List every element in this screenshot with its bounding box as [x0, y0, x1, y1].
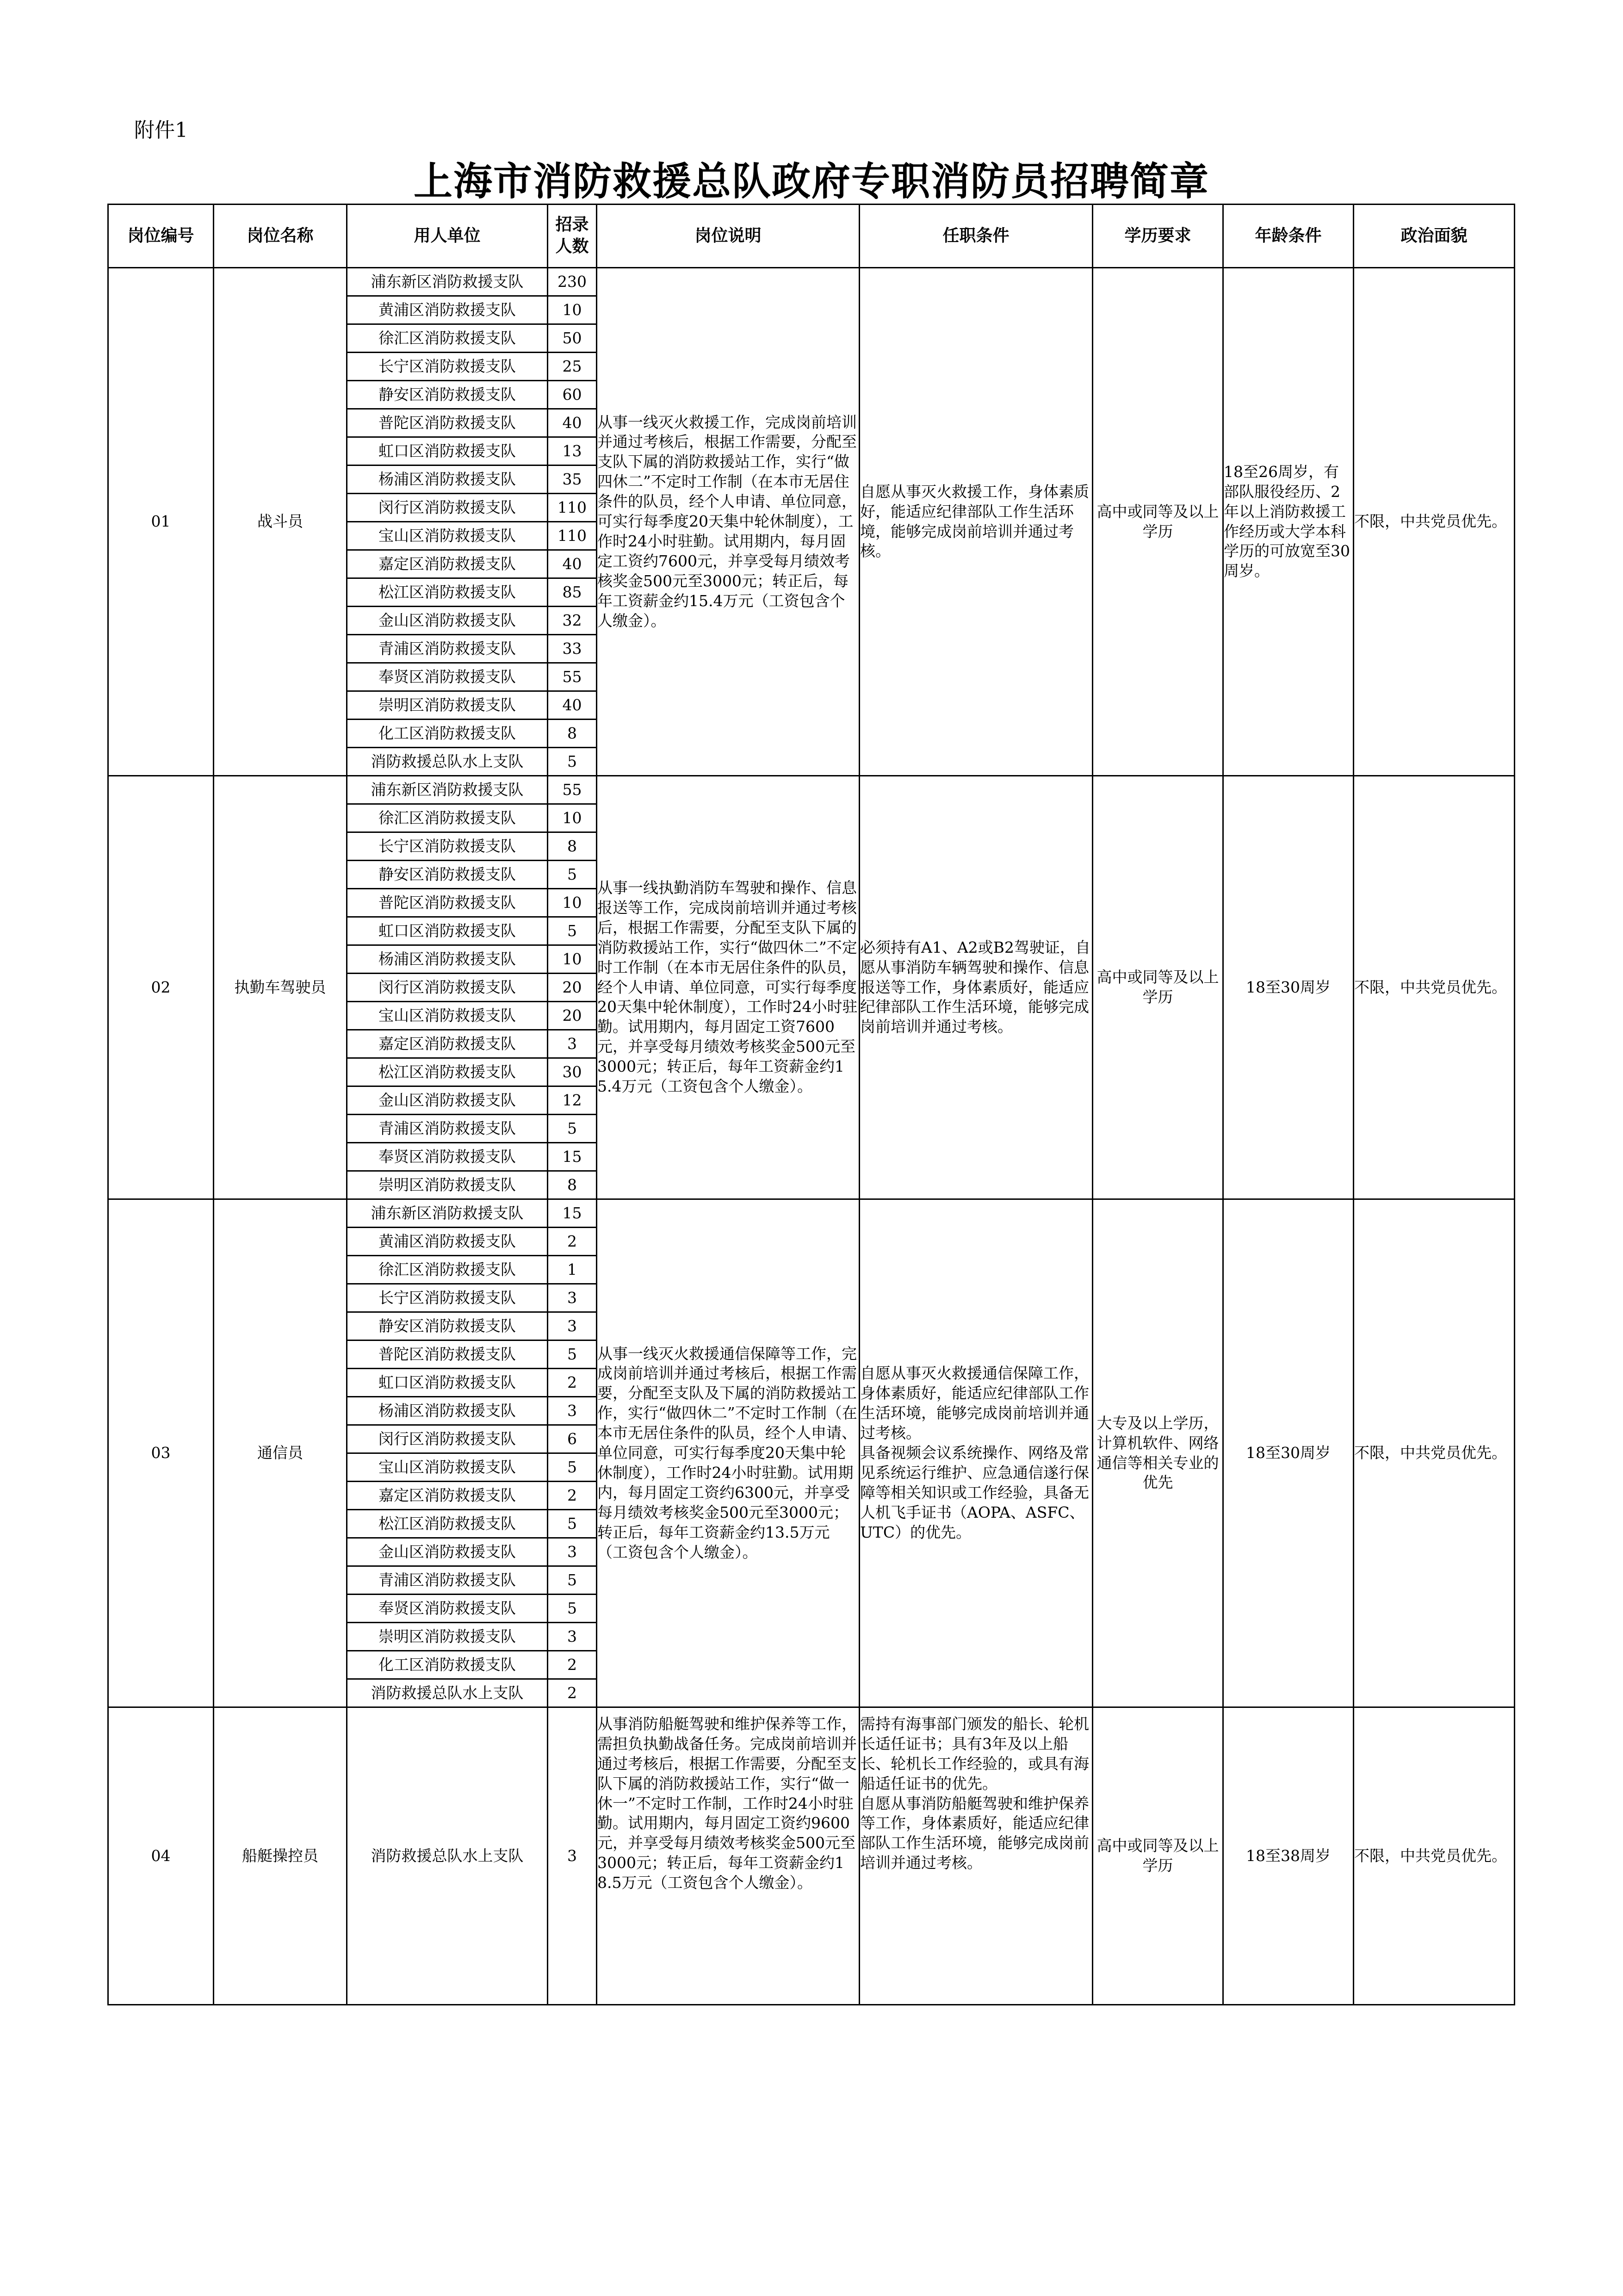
recruit-count: 230	[548, 268, 597, 296]
table-body	[108, 268, 1515, 2005]
education-requirement: 高中或同等及以上学历	[1093, 776, 1223, 1199]
education-requirement: 高中或同等及以上学历	[1093, 268, 1223, 776]
recruit-count: 8	[548, 720, 597, 748]
position-code: 04	[108, 1707, 214, 2005]
recruit-count: 6	[548, 1425, 597, 1453]
recruit-count: 85	[548, 578, 597, 607]
political-status: 不限，中共党员优先。	[1354, 1199, 1515, 1707]
recruit-count: 55	[548, 663, 597, 691]
education-requirement: 高中或同等及以上学历	[1093, 1707, 1223, 2005]
employer-unit: 金山区消防救援支队	[347, 607, 548, 635]
age-requirement: 18至38周岁	[1223, 1707, 1354, 2005]
employer-unit: 消防救援总队水上支队	[347, 1679, 548, 1707]
recruit-count: 5	[548, 1510, 597, 1538]
employer-unit: 消防救援总队水上支队	[347, 1707, 548, 2005]
employer-unit: 奉贤区消防救援支队	[347, 1595, 548, 1623]
recruit-count: 5	[548, 1115, 597, 1143]
position-description: 从事一线灭火救援通信保障等工作，完成岗前培训并通过考核后，根据工作需要，分配至支队及下属的消防救援站工作，实行“做四休二”不定时工作制（在本市无居住条件的队员，经个人申请、单位同意，可实行每季度20天集中轮休制度），工作时24小时驻勤。试用期内，每月固定工资约6300元，并享受每月绩效考核奖金500元至3000元；转正后，每年工资薪金约13.5万元（工资包含个人缴金）。	[597, 1199, 860, 1707]
table-row	[108, 776, 1515, 804]
employer-unit: 青浦区消防救援支队	[347, 1115, 548, 1143]
recruit-count: 10	[548, 804, 597, 832]
employer-unit: 静安区消防救援支队	[347, 861, 548, 889]
employer-unit: 黄浦区消防救援支队	[347, 296, 548, 324]
recruit-count: 3	[548, 1284, 597, 1312]
employer-unit: 青浦区消防救援支队	[347, 1566, 548, 1595]
position-requirements: 自愿从事灭火救援通信保障工作，身体素质好，能适应纪律部队工作生活环境，能够完成岗前培训并通过考核。 具备视频会议系统操作、网络及常见系统运行维护、应急通信遂行保障等相关知识或工作经验，具备无人机飞手证书（AOPA、ASFC、UTC）的优先。	[860, 1199, 1093, 1707]
employer-unit: 浦东新区消防救援支队	[347, 268, 548, 296]
position-code: 02	[108, 776, 214, 1199]
header-count-line1: 招录	[555, 215, 589, 235]
age-requirement: 18至26周岁，有部队服役经历、2年以上消防救援工作经历或大学本科学历的可放宽至30周岁。	[1223, 268, 1354, 776]
recruit-count: 10	[548, 296, 597, 324]
recruit-count: 3	[548, 1707, 597, 2005]
recruit-count: 55	[548, 776, 597, 804]
recruit-count: 35	[548, 465, 597, 494]
political-status: 不限，中共党员优先。	[1354, 268, 1515, 776]
employer-unit: 普陀区消防救援支队	[347, 1340, 548, 1369]
employer-unit: 长宁区消防救援支队	[347, 353, 548, 381]
recruit-count: 2	[548, 1651, 597, 1679]
employer-unit: 松江区消防救援支队	[347, 1058, 548, 1086]
employer-unit: 消防救援总队水上支队	[347, 748, 548, 776]
recruit-count: 3	[548, 1397, 597, 1425]
recruit-count: 15	[548, 1199, 597, 1228]
table-row	[108, 268, 1515, 296]
header-count	[548, 205, 597, 268]
employer-unit: 静安区消防救援支队	[347, 381, 548, 409]
employer-unit: 闵行区消防救援支队	[347, 1425, 548, 1453]
political-status: 不限，中共党员优先。	[1354, 776, 1515, 1199]
employer-unit: 崇明区消防救援支队	[347, 1623, 548, 1651]
position-description: 从事消防船艇驾驶和维护保养等工作，需担负执勤战备任务。完成岗前培训并通过考核后，根据工作需要，分配至支队下属的消防救援站工作，实行“做一休一”不定时工作制，工作时24小时驻勤。试用期内，每月固定工资约9600元，并享受每月绩效考核奖金500元至3000元；转正后，每年工资薪金约18.5万元（工资包含个人缴金）。	[597, 1707, 860, 2005]
recruit-count: 5	[548, 917, 597, 945]
recruit-count: 2	[548, 1228, 597, 1256]
position-code: 03	[108, 1199, 214, 1707]
recruit-count: 12	[548, 1086, 597, 1115]
employer-unit: 长宁区消防救援支队	[347, 1284, 548, 1312]
recruit-count: 2	[548, 1482, 597, 1510]
recruit-count: 60	[548, 381, 597, 409]
recruit-count: 5	[548, 1340, 597, 1369]
employer-unit: 虹口区消防救援支队	[347, 917, 548, 945]
position-requirements: 必须持有A1、A2或B2驾驶证，自愿从事消防车辆驾驶和操作、信息报送等工作，身体素质好，能适应纪律部队工作生活环境，能够完成岗前培训并通过考核。	[860, 776, 1093, 1199]
recruit-count: 30	[548, 1058, 597, 1086]
table-row	[108, 1199, 1515, 1228]
header-age: 年龄条件	[1223, 205, 1354, 268]
employer-unit: 杨浦区消防救援支队	[347, 465, 548, 494]
recruit-count: 5	[548, 1566, 597, 1595]
recruit-count: 20	[548, 1002, 597, 1030]
recruit-count: 110	[548, 522, 597, 550]
employer-unit: 宝山区消防救援支队	[347, 522, 548, 550]
employer-unit: 浦东新区消防救援支队	[347, 1199, 548, 1228]
recruit-count: 5	[548, 1453, 597, 1482]
position-name: 战斗员	[214, 268, 347, 776]
recruit-count: 5	[548, 748, 597, 776]
header-requirements: 任职条件	[860, 205, 1093, 268]
recruit-count: 25	[548, 353, 597, 381]
position-name: 通信员	[214, 1199, 347, 1707]
employer-unit: 崇明区消防救援支队	[347, 1171, 548, 1199]
recruit-count: 110	[548, 494, 597, 522]
header-unit: 用人单位	[347, 205, 548, 268]
header-count-line2: 人数	[555, 237, 589, 256]
header-name: 岗位名称	[214, 205, 347, 268]
recruitment-table	[107, 204, 1515, 2005]
employer-unit: 徐汇区消防救援支队	[347, 1256, 548, 1284]
employer-unit: 长宁区消防救援支队	[347, 832, 548, 861]
age-requirement: 18至30周岁	[1223, 776, 1354, 1199]
employer-unit: 奉贤区消防救援支队	[347, 1143, 548, 1171]
attachment-label: 附件1	[134, 118, 188, 142]
employer-unit: 杨浦区消防救援支队	[347, 945, 548, 974]
page-title: 上海市消防救援总队政府专职消防员招聘简章	[413, 159, 1209, 204]
employer-unit: 奉贤区消防救援支队	[347, 663, 548, 691]
header-code: 岗位编号	[108, 205, 214, 268]
employer-unit: 金山区消防救援支队	[347, 1086, 548, 1115]
recruit-count: 8	[548, 1171, 597, 1199]
employer-unit: 黄浦区消防救援支队	[347, 1228, 548, 1256]
employer-unit: 闵行区消防救援支队	[347, 974, 548, 1002]
header-description: 岗位说明	[597, 205, 860, 268]
employer-unit: 普陀区消防救援支队	[347, 409, 548, 437]
recruit-count: 20	[548, 974, 597, 1002]
recruit-count: 2	[548, 1369, 597, 1397]
employer-unit: 闵行区消防救援支队	[347, 494, 548, 522]
political-status: 不限，中共党员优先。	[1354, 1707, 1515, 2005]
employer-unit: 杨浦区消防救援支队	[347, 1397, 548, 1425]
recruit-count: 13	[548, 437, 597, 465]
employer-unit: 普陀区消防救援支队	[347, 889, 548, 917]
employer-unit: 嘉定区消防救援支队	[347, 550, 548, 578]
recruit-count: 50	[548, 324, 597, 353]
employer-unit: 化工区消防救援支队	[347, 720, 548, 748]
table-header-row	[108, 205, 1515, 268]
employer-unit: 虹口区消防救援支队	[347, 1369, 548, 1397]
recruit-count: 10	[548, 945, 597, 974]
position-requirements: 自愿从事灭火救援工作，身体素质好，能适应纪律部队工作生活环境，能够完成岗前培训并通过考核。	[860, 268, 1093, 776]
employer-unit: 浦东新区消防救援支队	[347, 776, 548, 804]
employer-unit: 徐汇区消防救援支队	[347, 324, 548, 353]
position-name: 船艇操控员	[214, 1707, 347, 2005]
employer-unit: 徐汇区消防救援支队	[347, 804, 548, 832]
employer-unit: 松江区消防救援支队	[347, 578, 548, 607]
age-requirement: 18至30周岁	[1223, 1199, 1354, 1707]
employer-unit: 松江区消防救援支队	[347, 1510, 548, 1538]
recruit-count: 3	[548, 1030, 597, 1058]
recruit-count: 40	[548, 550, 597, 578]
recruit-count: 1	[548, 1256, 597, 1284]
employer-unit: 宝山区消防救援支队	[347, 1002, 548, 1030]
employer-unit: 金山区消防救援支队	[347, 1538, 548, 1566]
employer-unit: 青浦区消防救援支队	[347, 635, 548, 663]
position-description: 从事一线执勤消防车驾驶和操作、信息报送等工作，完成岗前培训并通过考核后，根据工作需要，分配至支队下属的消防救援站工作，实行“做四休二”不定时工作制（在本市无居住条件的队员，经个人申请、单位同意，可实行每季度20天集中轮休制度），工作时24小时驻勤。试用期内，每月固定工资7600元，并享受每月绩效考核奖金500元至3000元；转正后，每年工资薪金约15.4万元（工资包含个人缴金）。	[597, 776, 860, 1199]
employer-unit: 嘉定区消防救援支队	[347, 1030, 548, 1058]
employer-unit: 化工区消防救援支队	[347, 1651, 548, 1679]
recruit-count: 3	[548, 1312, 597, 1340]
recruit-count: 40	[548, 691, 597, 720]
recruit-count: 33	[548, 635, 597, 663]
employer-unit: 宝山区消防救援支队	[347, 1453, 548, 1482]
header-education: 学历要求	[1093, 205, 1223, 268]
recruit-count: 5	[548, 1595, 597, 1623]
employer-unit: 嘉定区消防救援支队	[347, 1482, 548, 1510]
recruit-count: 40	[548, 409, 597, 437]
position-code: 01	[108, 268, 214, 776]
position-name: 执勤车驾驶员	[214, 776, 347, 1199]
employer-unit: 崇明区消防救援支队	[347, 691, 548, 720]
recruit-count: 3	[548, 1538, 597, 1566]
employer-unit: 静安区消防救援支队	[347, 1312, 548, 1340]
education-requirement: 大专及以上学历，计算机软件、网络通信等相关专业的优先	[1093, 1199, 1223, 1707]
position-description: 从事一线灭火救援工作，完成岗前培训并通过考核后，根据工作需要，分配至支队下属的消防救援站工作，实行“做四休二”不定时工作制（在本市无居住条件的队员，经个人申请、单位同意，可实行每季度20天集中轮休制度），工作时24小时驻勤。试用期内，每月固定工资约7600元，并享受每月绩效考核奖金500元至3000元；转正后，每年工资薪金约15.4万元（工资包含个人缴金）。	[597, 268, 860, 776]
recruit-count: 10	[548, 889, 597, 917]
recruit-count: 32	[548, 607, 597, 635]
table-row	[108, 1707, 1515, 2005]
employer-unit: 虹口区消防救援支队	[347, 437, 548, 465]
recruit-count: 5	[548, 861, 597, 889]
header-political: 政治面貌	[1354, 205, 1515, 268]
recruit-count: 3	[548, 1623, 597, 1651]
recruit-count: 8	[548, 832, 597, 861]
recruit-count: 2	[548, 1679, 597, 1707]
position-requirements: 需持有海事部门颁发的船长、轮机长适任证书；具有3年及以上船长、轮机长工作经验的，或具有海船适任证书的优先。 自愿从事消防船艇驾驶和维护保养等工作，身体素质好，能适应纪律部队工作生活环境，能够完成岗前培训并通过考核。	[860, 1707, 1093, 2005]
recruit-count: 15	[548, 1143, 597, 1171]
